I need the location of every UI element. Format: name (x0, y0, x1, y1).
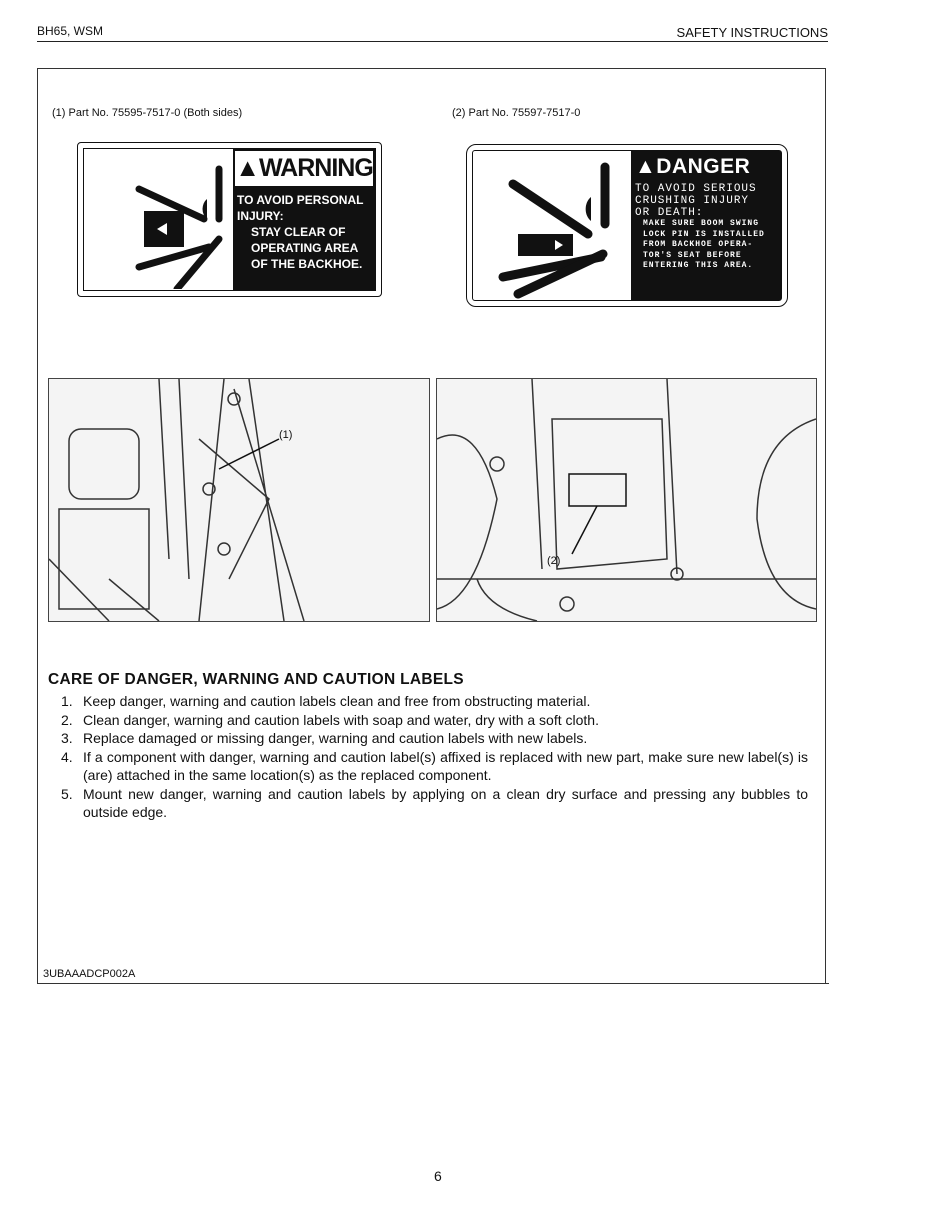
danger-text-line: ENTERING THIS AREA. (643, 261, 754, 270)
warning-text-line: TO AVOID PERSONAL (237, 193, 364, 207)
list-item: 4. If a component with danger, warning and caution label(s) affixed is replaced with new part, make sure new label(s) is (are) attached in the same location(s) as the replaced component. (61, 748, 808, 783)
danger-label (466, 144, 788, 307)
care-list (48, 692, 808, 822)
list-item: 1. Keep danger, warning and caution labels clean and free from obstructing material. (61, 693, 591, 709)
danger-text-line: LOCK PIN IS INSTALLED (643, 229, 765, 239)
warning-triangle-icon: ▲ (235, 154, 259, 182)
danger-text-line: TO AVOID SERIOUS (635, 183, 757, 195)
crush-hazard-icon (119, 159, 229, 289)
backhoe-seat-area-illustration (437, 379, 816, 621)
callout-1: (1) (279, 429, 293, 441)
backhoe-photo-right (436, 378, 817, 622)
frame-bottom-rule (37, 983, 829, 984)
danger-triangle-icon: ▲ (635, 155, 657, 178)
page-number: 6 (434, 1168, 442, 1184)
list-item: 2. Clean danger, warning and caution labels with soap and water, dry with a soft cloth. (61, 711, 599, 728)
danger-text-line: TOR'S SEAT BEFORE (643, 250, 742, 260)
danger-text-line: MAKE SURE BOOM SWING (643, 219, 760, 228)
warning-text-line: OPERATING AREA (251, 241, 359, 255)
document-code: 3UBAAADCP002A (43, 968, 136, 980)
danger-title: DANGER (656, 155, 751, 178)
danger-text-line: CRUSHING INJURY (635, 195, 750, 207)
warning-text-line: INJURY: (237, 209, 284, 223)
care-section (48, 671, 808, 822)
list-item: 5. Mount new danger, warning and caution labels by applying on a clean dry surface and pressing any bubbles to outside edge. (61, 785, 808, 820)
danger-text-line: FROM BACKHOE OPERA- (643, 240, 754, 249)
section-title: CARE OF DANGER, WARNING AND CAUTION LABELS (48, 671, 464, 688)
label-2-caption: (2) Part No. 75597-7517-0 (452, 107, 581, 119)
backhoe-boom-illustration (49, 379, 429, 621)
label-1-caption: (1) Part No. 75595-7517-0 (Both sides) (52, 107, 243, 119)
warning-text-line: OF THE BACKHOE. (251, 257, 363, 271)
list-item: 3. Replace damaged or missing danger, warning and caution labels with new labels. (61, 730, 588, 746)
header-rule (37, 41, 828, 42)
danger-text-line: OR DEATH: (635, 207, 704, 219)
warning-text-line: STAY CLEAR OF (251, 225, 346, 239)
backhoe-photo-left (48, 378, 430, 622)
header-section: SAFETY INSTRUCTIONS (676, 25, 828, 40)
warning-title: WARNING (258, 154, 373, 182)
crush-hazard-icon (493, 159, 618, 299)
callout-2: (2) (547, 555, 561, 567)
warning-label (77, 142, 382, 297)
header-model: BH65, WSM (37, 24, 104, 38)
